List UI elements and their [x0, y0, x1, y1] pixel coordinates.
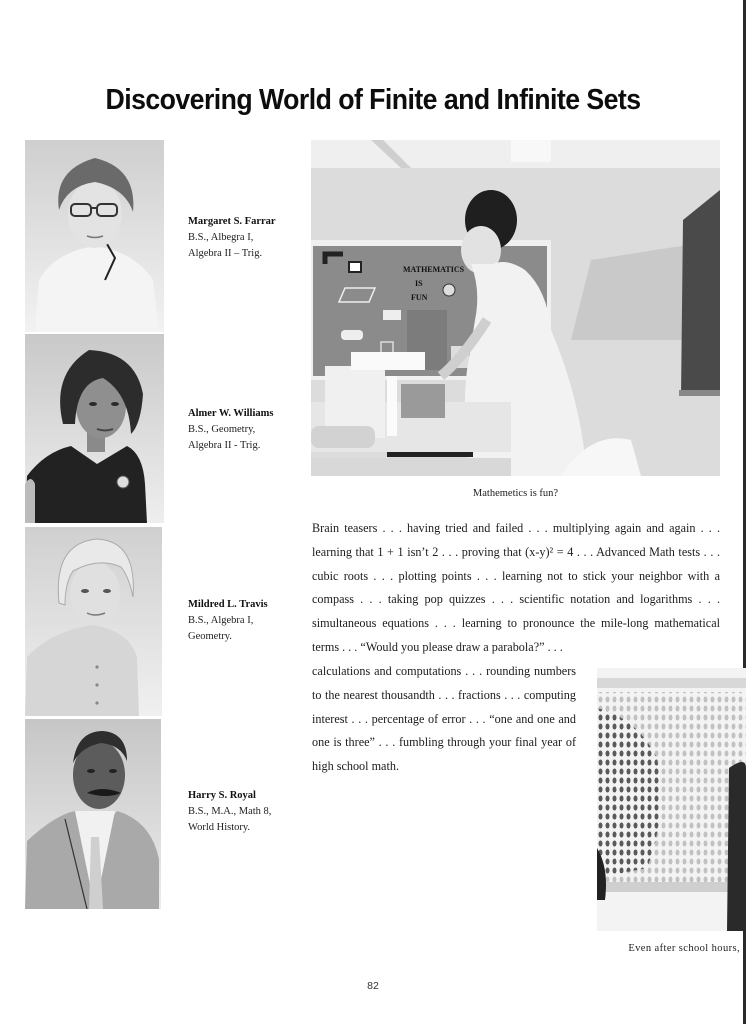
- faculty-subjects: Algebra II – Trig.: [188, 248, 263, 259]
- faculty-bio-williams: [188, 406, 273, 454]
- faculty-subjects: World History.: [188, 822, 251, 833]
- faculty-credentials: B.S., Algebra I,: [188, 615, 254, 626]
- faculty-credentials: B.S., Albegra I,: [188, 232, 254, 243]
- faculty-name: Mildred L. Travis: [188, 599, 268, 610]
- faculty-subjects: Geometry.: [188, 631, 232, 642]
- article-body-full-width: [312, 517, 720, 660]
- page-number: 82: [367, 980, 379, 992]
- portrait-photo-williams: [25, 334, 164, 523]
- page-title: Discovering World of Finite and Infinite Sets: [105, 84, 641, 116]
- fence-photo: [597, 668, 746, 931]
- faculty-credentials: B.S., Geometry,: [188, 424, 256, 435]
- faculty-subjects: Algebra II - Trig.: [188, 440, 261, 451]
- board-text-line3: FUN: [411, 293, 428, 302]
- portrait-photo-royal: [25, 719, 161, 909]
- portrait-photo-travis: [25, 527, 162, 716]
- classroom-photo-caption: Mathemetics is fun?: [472, 488, 559, 499]
- board-text-line2: IS: [415, 279, 423, 288]
- faculty-name: Almer W. Williams: [188, 408, 274, 419]
- portrait-photo-farrar: [25, 140, 164, 332]
- faculty-bio-farrar: [188, 214, 276, 262]
- article-paragraph: calculations and computations . . . rounding numbers to the nearest thousandth . . . fractions . . . computing interest . . . percentage of error . . . “one and one and one is three” . . . fumbling through your final year of high school math.: [312, 664, 576, 774]
- faculty-name: Harry S. Royal: [188, 790, 256, 801]
- classroom-photo: [311, 140, 720, 476]
- article-body-narrow: [312, 660, 576, 779]
- article-paragraph: Brain teasers . . . having tried and failed . . . multiplying again and again . . . learning that 1 + 1 isn’t 2 . . . proving that (x-y)² = 4 . . . Advanced Math tests . . . cubic roots . . . plotting points . . . learning not to stick your neighbor with a compass . . . taking pop quizzes . . . scientific notation and logarithms . . . simultaneous equations . . . learning to pronounce the mile-long mathematical terms . . . “Would you please draw a parabola?” . . .: [312, 521, 720, 654]
- faculty-bio-royal: [188, 788, 271, 836]
- board-text-line1: MATHEMATICS: [403, 265, 465, 274]
- faculty-name: Margaret S. Farrar: [188, 216, 276, 227]
- faculty-bio-travis: [188, 597, 268, 645]
- faculty-credentials: B.S., M.A., Math 8,: [188, 806, 272, 817]
- fence-photo-caption: Even after school hours,: [628, 943, 740, 954]
